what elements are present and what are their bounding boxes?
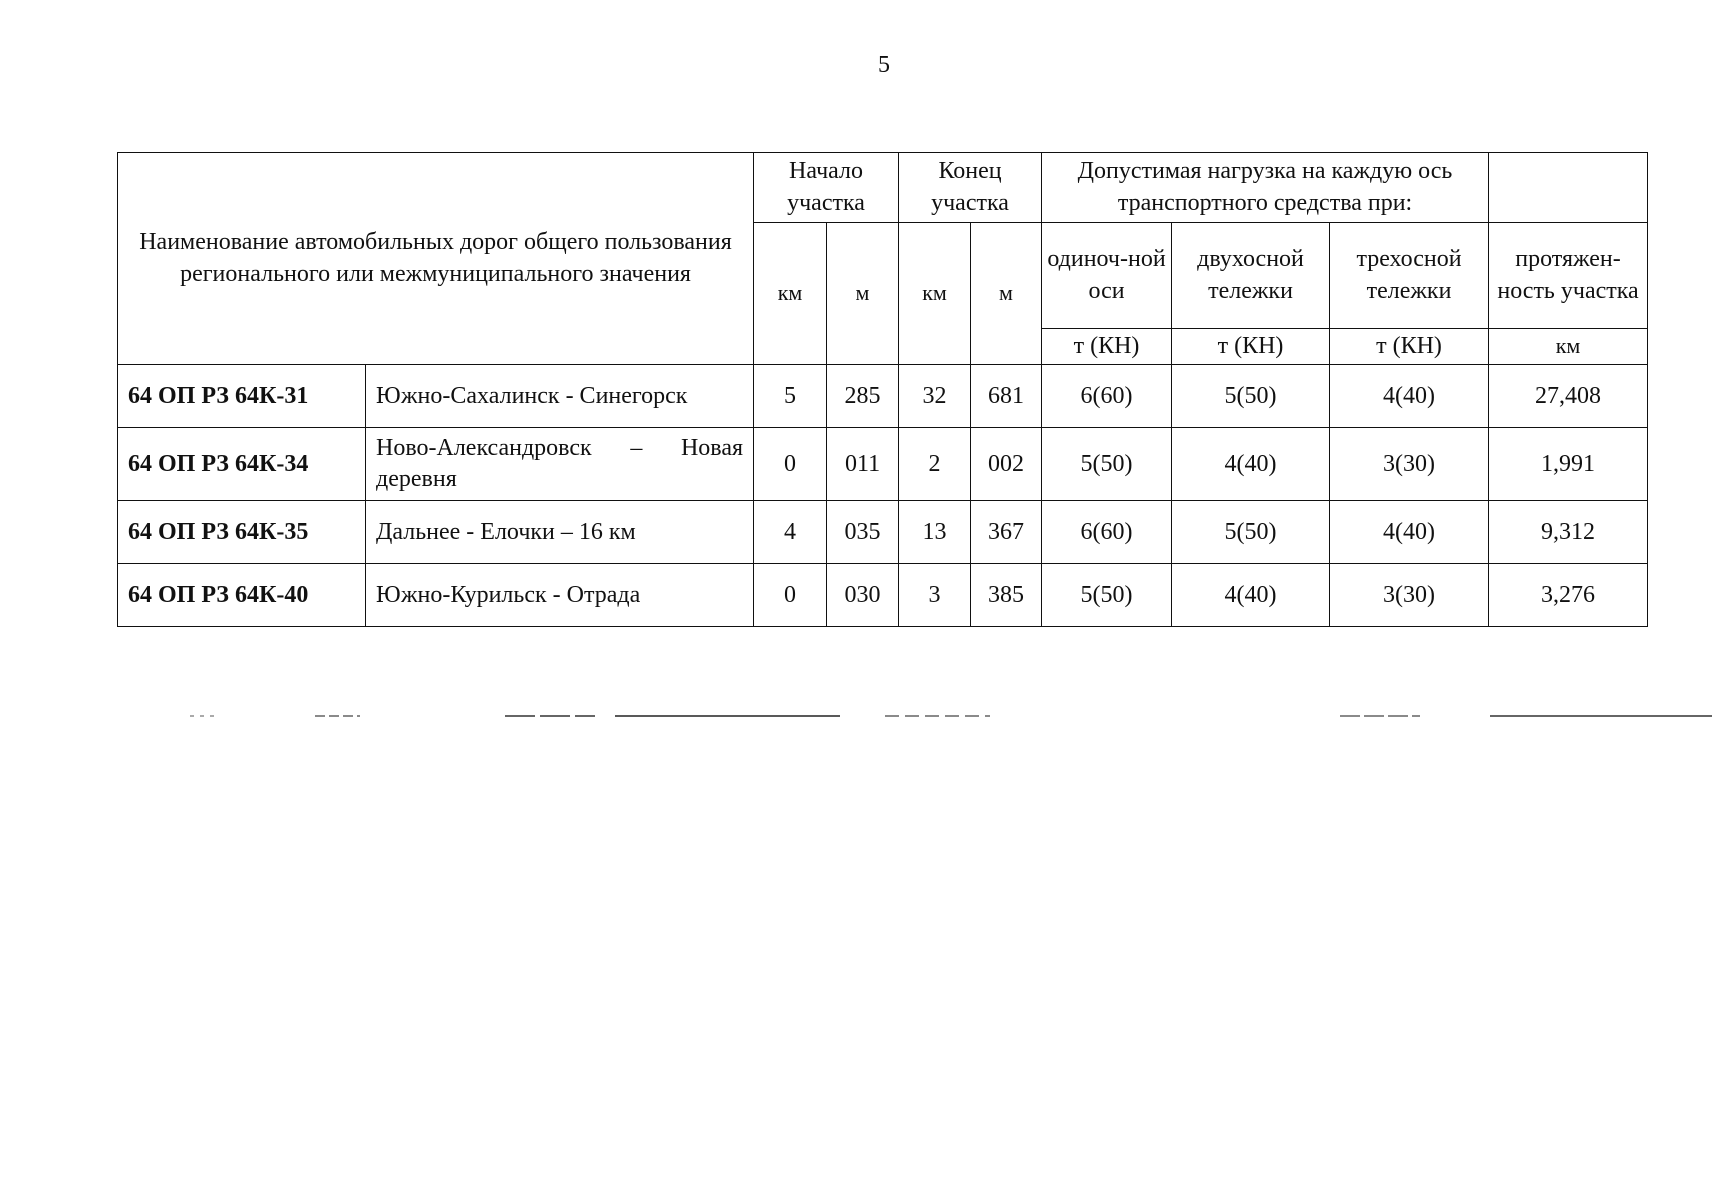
section-length: 1,991 bbox=[1489, 428, 1648, 501]
header-start-m: м bbox=[827, 223, 899, 365]
header-road-name: Наименование автомобильных дорог общего пользования регионального или межмуниципального значения bbox=[118, 153, 754, 365]
two-axle-load: 5(50) bbox=[1172, 365, 1330, 428]
section-length: 27,408 bbox=[1489, 365, 1648, 428]
header-unit-single: т (КН) bbox=[1042, 329, 1172, 365]
header-end-km: км bbox=[899, 223, 971, 365]
two-axle-load: 4(40) bbox=[1172, 564, 1330, 627]
table-row bbox=[118, 365, 1648, 428]
header-two-axle-bogie: двухосной тележки bbox=[1172, 223, 1330, 329]
table-row bbox=[118, 428, 1648, 501]
three-axle-load: 4(40) bbox=[1330, 501, 1489, 564]
road-name: Ново-Александровск – Новая деревня bbox=[366, 428, 754, 501]
three-axle-load: 4(40) bbox=[1330, 365, 1489, 428]
start-km: 0 bbox=[754, 564, 827, 627]
header-start-km: км bbox=[754, 223, 827, 365]
start-m: 030 bbox=[827, 564, 899, 627]
end-km: 3 bbox=[899, 564, 971, 627]
roads-table bbox=[117, 152, 1648, 627]
section-length: 9,312 bbox=[1489, 501, 1648, 564]
page-number: 5 bbox=[878, 52, 890, 78]
end-m: 367 bbox=[971, 501, 1042, 564]
header-empty bbox=[1489, 153, 1648, 223]
three-axle-load: 3(30) bbox=[1330, 564, 1489, 627]
header-three-axle-bogie: трехосной тележки bbox=[1330, 223, 1489, 329]
start-m: 285 bbox=[827, 365, 899, 428]
start-m: 035 bbox=[827, 501, 899, 564]
table-row bbox=[118, 564, 1648, 627]
end-m: 385 bbox=[971, 564, 1042, 627]
road-name: Южно-Курильск - Отрада bbox=[366, 564, 754, 627]
single-axle-load: 6(60) bbox=[1042, 365, 1172, 428]
end-km: 2 bbox=[899, 428, 971, 501]
header-section-length: протяжен-ность участка bbox=[1489, 223, 1648, 329]
header-end-section: Конец участка bbox=[899, 153, 1042, 223]
start-m: 011 bbox=[827, 428, 899, 501]
header-start-section: Начало участка bbox=[754, 153, 899, 223]
two-axle-load: 4(40) bbox=[1172, 428, 1330, 501]
scan-artifact-line bbox=[0, 714, 1712, 718]
road-name: Южно-Сахалинск - Синегорск bbox=[366, 365, 754, 428]
header-axle-load: Допустимая нагрузка на каждую ось транспортного средства при: bbox=[1042, 153, 1489, 223]
header-unit-length: км bbox=[1489, 329, 1648, 365]
section-length: 3,276 bbox=[1489, 564, 1648, 627]
road-code: 64 ОП РЗ 64К-31 bbox=[118, 365, 366, 428]
header-single-axle: одиноч-ной оси bbox=[1042, 223, 1172, 329]
header-unit-two: т (КН) bbox=[1172, 329, 1330, 365]
end-m: 681 bbox=[971, 365, 1042, 428]
start-km: 4 bbox=[754, 501, 827, 564]
header-unit-three: т (КН) bbox=[1330, 329, 1489, 365]
road-code: 64 ОП РЗ 64К-35 bbox=[118, 501, 366, 564]
road-name: Дальнее - Елочки – 16 км bbox=[366, 501, 754, 564]
end-m: 002 bbox=[971, 428, 1042, 501]
three-axle-load: 3(30) bbox=[1330, 428, 1489, 501]
end-km: 13 bbox=[899, 501, 971, 564]
start-km: 0 bbox=[754, 428, 827, 501]
end-km: 32 bbox=[899, 365, 971, 428]
start-km: 5 bbox=[754, 365, 827, 428]
road-code: 64 ОП РЗ 64К-34 bbox=[118, 428, 366, 501]
single-axle-load: 6(60) bbox=[1042, 501, 1172, 564]
road-code: 64 ОП РЗ 64К-40 bbox=[118, 564, 366, 627]
single-axle-load: 5(50) bbox=[1042, 428, 1172, 501]
header-end-m: м bbox=[971, 223, 1042, 365]
two-axle-load: 5(50) bbox=[1172, 501, 1330, 564]
single-axle-load: 5(50) bbox=[1042, 564, 1172, 627]
table-row bbox=[118, 501, 1648, 564]
